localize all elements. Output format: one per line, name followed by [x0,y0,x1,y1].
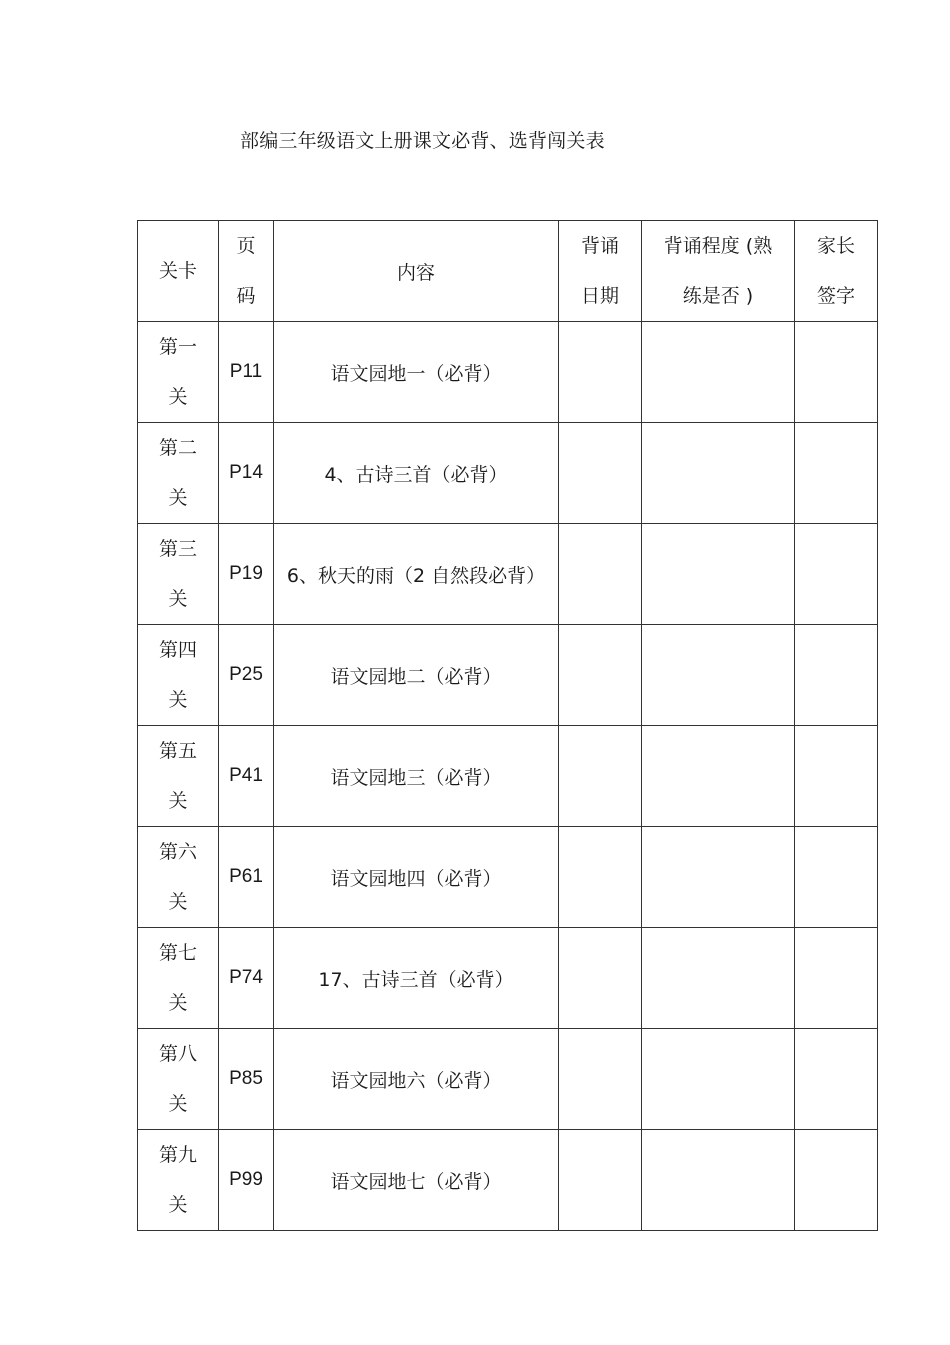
page-cell: P99 [219,1130,274,1231]
level-cell: 第五关 [138,726,219,827]
signature-cell[interactable] [795,1130,878,1231]
content-cell: 6、秋天的雨（2 自然段必背） [274,524,559,625]
level-cell: 第二关 [138,423,219,524]
date-cell[interactable] [559,928,642,1029]
date-cell[interactable] [559,322,642,423]
date-cell[interactable] [559,1130,642,1231]
degree-cell[interactable] [642,322,795,423]
date-cell[interactable] [559,827,642,928]
recitation-table [137,220,878,1231]
signature-cell[interactable] [795,1029,878,1130]
table-row [138,625,878,726]
level-cell: 第一关 [138,322,219,423]
degree-cell[interactable] [642,524,795,625]
page-cell: P11 [219,322,274,423]
page-cell: P25 [219,625,274,726]
table-row [138,524,878,625]
header-degree: 背诵程度 (熟练是否 ) [642,221,795,322]
document-title: 部编三年级语文上册课文必背、选背闯关表 [240,130,605,152]
signature-cell[interactable] [795,322,878,423]
degree-cell[interactable] [642,827,795,928]
header-content: 内容 [274,221,559,322]
page-cell: P61 [219,827,274,928]
content-cell: 语文园地三（必背） [274,726,559,827]
signature-cell[interactable] [795,928,878,1029]
content-cell: 语文园地四（必背） [274,827,559,928]
content-cell: 17、古诗三首（必背） [274,928,559,1029]
table-row [138,1130,878,1231]
header-date: 背诵日期 [559,221,642,322]
level-cell: 第八关 [138,1029,219,1130]
degree-cell[interactable] [642,928,795,1029]
signature-cell[interactable] [795,423,878,524]
content-cell: 语文园地一（必背） [274,322,559,423]
level-cell: 第七关 [138,928,219,1029]
date-cell[interactable] [559,1029,642,1130]
degree-cell[interactable] [642,625,795,726]
level-cell: 第六关 [138,827,219,928]
page-cell: P74 [219,928,274,1029]
table-row [138,423,878,524]
header-level: 关卡 [138,221,219,322]
date-cell[interactable] [559,524,642,625]
signature-cell[interactable] [795,827,878,928]
header-page: 页码 [219,221,274,322]
degree-cell[interactable] [642,423,795,524]
header-row [138,221,878,322]
table-row [138,322,878,423]
degree-cell[interactable] [642,1029,795,1130]
content-cell: 4、古诗三首（必背） [274,423,559,524]
page-cell: P85 [219,1029,274,1130]
signature-cell[interactable] [795,625,878,726]
table-row [138,726,878,827]
date-cell[interactable] [559,726,642,827]
degree-cell[interactable] [642,1130,795,1231]
content-cell: 语文园地二（必背） [274,625,559,726]
page-cell: P41 [219,726,274,827]
degree-cell[interactable] [642,726,795,827]
date-cell[interactable] [559,625,642,726]
date-cell[interactable] [559,423,642,524]
level-cell: 第九关 [138,1130,219,1231]
table-row [138,1029,878,1130]
content-cell: 语文园地六（必背） [274,1029,559,1130]
level-cell: 第四关 [138,625,219,726]
level-cell: 第三关 [138,524,219,625]
page-cell: P19 [219,524,274,625]
signature-cell[interactable] [795,726,878,827]
signature-cell[interactable] [795,524,878,625]
table-row [138,827,878,928]
table-row [138,928,878,1029]
content-cell: 语文园地七（必背） [274,1130,559,1231]
header-signature: 家长签字 [795,221,878,322]
page-cell: P14 [219,423,274,524]
